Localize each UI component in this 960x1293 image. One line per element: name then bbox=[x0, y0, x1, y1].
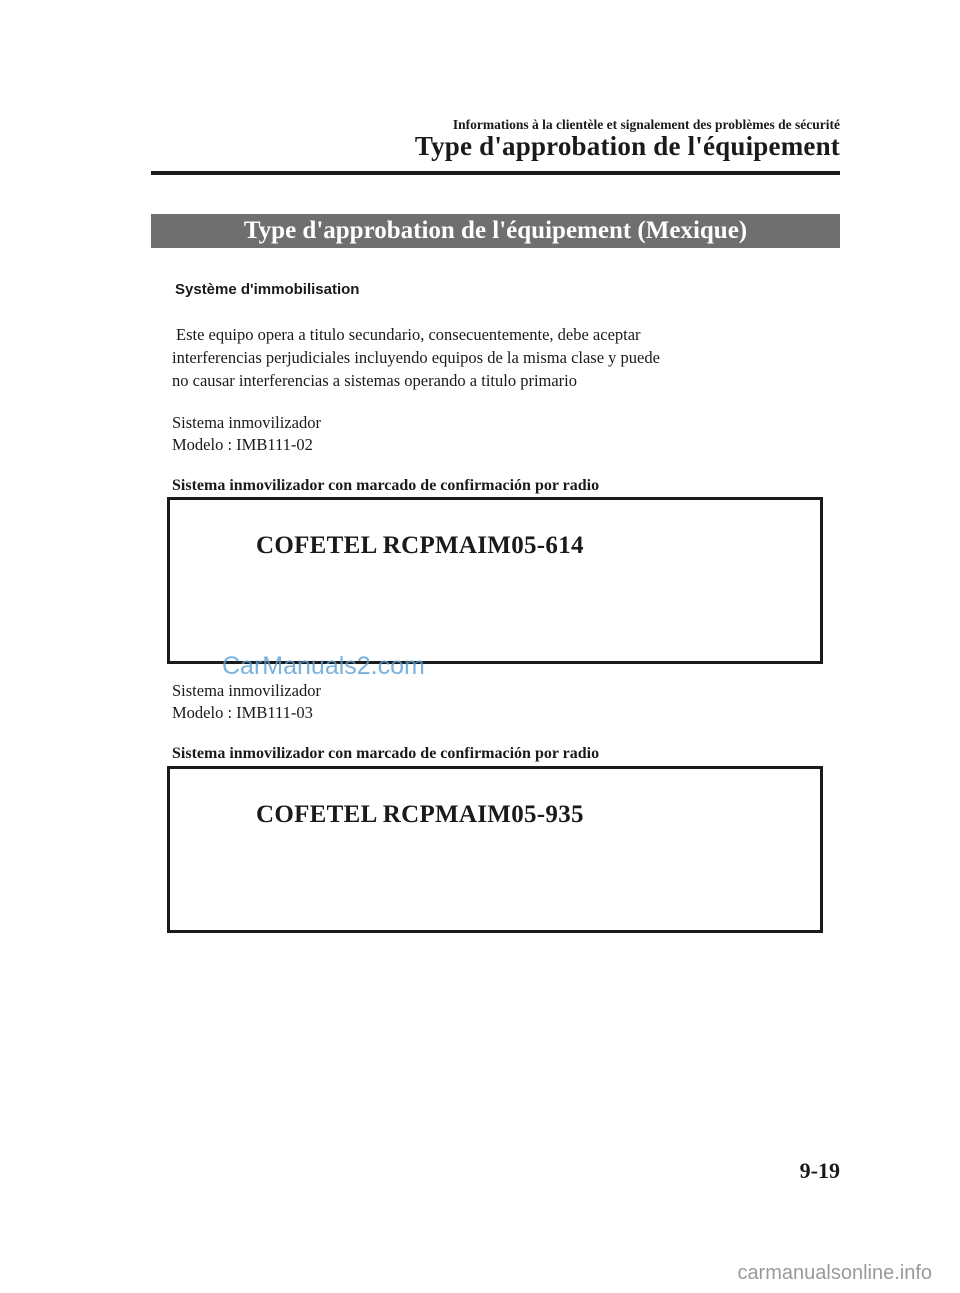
section-banner bbox=[151, 214, 840, 248]
device-name: Sistema inmovilizador bbox=[172, 413, 321, 432]
device-info bbox=[172, 680, 321, 724]
watermark-bottom: carmanualsonline.info bbox=[737, 1262, 932, 1284]
running-header-title: Type d'approbation de l'équipement bbox=[414, 131, 840, 161]
paragraph-line: Este equipo opera a titulo secundario, consecuentemente, debe aceptar bbox=[176, 325, 641, 344]
legal-paragraph bbox=[172, 323, 772, 392]
certification-code: COFETEL RCPMAIM05-614 bbox=[256, 532, 584, 559]
device-info bbox=[172, 412, 321, 456]
certification-code: COFETEL RCPMAIM05-935 bbox=[256, 801, 584, 828]
device-model: Modelo : IMB111-03 bbox=[172, 703, 313, 722]
device-name: Sistema inmovilizador bbox=[172, 681, 321, 700]
section-banner-title: Type d'approbation de l'équipement (Mexique) bbox=[243, 217, 748, 244]
certification-box bbox=[167, 766, 823, 933]
watermark-top: CarManuals2.com bbox=[222, 652, 425, 680]
paragraph-line: interferencias perjudiciales incluyendo equipos de la misma clase y puede bbox=[172, 348, 660, 367]
device-heading: Sistema inmovilizador con marcado de confirmación por radio bbox=[172, 477, 600, 494]
device-model: Modelo : IMB111-02 bbox=[172, 435, 313, 454]
running-header-subtitle: Informations à la clientèle et signalement des problèmes de sécurité bbox=[452, 117, 840, 132]
device-heading: Sistema inmovilizador con marcado de confirmación por radio bbox=[172, 745, 600, 762]
paragraph-line: no causar interferencias a sistemas operando a titulo primario bbox=[172, 371, 578, 390]
page-number: 9-19 bbox=[799, 1158, 840, 1183]
certification-box bbox=[167, 497, 823, 664]
header-rule bbox=[151, 171, 840, 175]
section-label: Système d'immobilisation bbox=[175, 281, 360, 298]
